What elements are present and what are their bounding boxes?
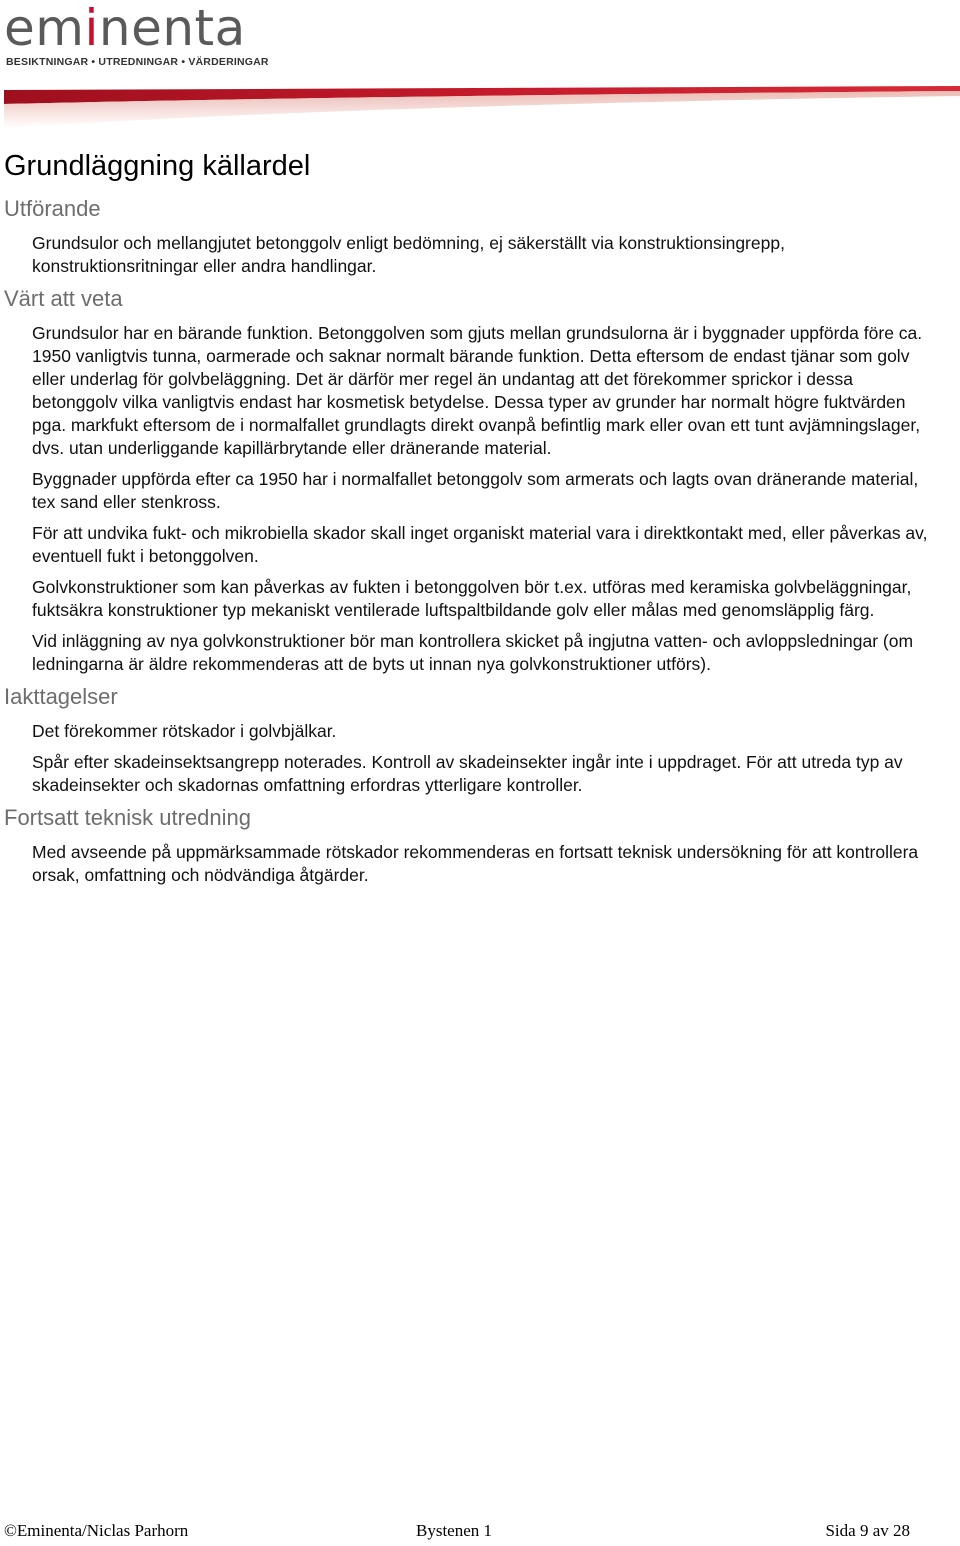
footer-property: Bystenen 1 bbox=[416, 1521, 493, 1540]
section-body-utforande bbox=[32, 232, 934, 278]
paragraph: Vid inläggning av nya golvkonstruktioner bör man kontrollera skicket på ingjutna vatten- och avloppsledningar (om ledningarna är äldre rekommenderas att de byts ut innan nya golvkonstruktioner utförs). bbox=[32, 631, 914, 674]
section-body-iakttagelser bbox=[32, 720, 934, 797]
company-logo bbox=[4, 0, 269, 72]
paragraph: För att undvika fukt- och mikrobiella skador skall inget organiskt material vara i direktkontakt med, eller påverkas av, eventuell fukt i betonggolven. bbox=[32, 523, 928, 566]
footer-page-number: Sida 9 av 28 bbox=[825, 1521, 910, 1540]
paragraph: Spår efter skadeinsektsangrepp noterades. Kontroll av skadeinsekter ingår inte i uppdraget. För att utreda typ av skadeinsekter och skadornas omfattning erfordras ytterligare kontroller. bbox=[32, 752, 903, 795]
page-footer bbox=[4, 1521, 910, 1543]
footer-copyright: ©Eminenta/Niclas Parhorn bbox=[4, 1521, 189, 1540]
paragraph: Golvkonstruktioner som kan påverkas av fukten i betonggolven bör t.ex. utföras med keramiska golvbeläggningar, fuktsäkra konstruktioner typ mekaniskt ventilerade luftspaltbildande golv eller målas med genomsläpplig färg. bbox=[32, 577, 912, 620]
paragraph: Byggnader uppförda efter ca 1950 har i normalfallet betonggolv som armerats och lagts ovan dränerande material, tex sand eller stenkross. bbox=[32, 469, 919, 512]
paragraph: Grundsulor och mellangjutet betonggolv enligt bedömning, ej säkerställt via konstruktionsingrepp, konstruktionsritningar eller andra handlingar. bbox=[32, 233, 785, 276]
paragraph: Det förekommer rötskador i golvbjälkar. bbox=[32, 721, 337, 741]
section-heading-utforande: Utförande bbox=[4, 196, 101, 221]
section-heading-fortsatt-utredning: Fortsatt teknisk utredning bbox=[4, 805, 252, 830]
section-heading-vart-att-veta: Värt att veta bbox=[4, 286, 123, 311]
page-title: Grundläggning källardel bbox=[4, 150, 311, 182]
logo-tagline: BESIKTNINGAR • UTREDNINGAR • VÄRDERINGAR bbox=[6, 56, 269, 68]
logo-wordmark: eminenta bbox=[4, 0, 246, 57]
paragraph: Med avseende på uppmärksammade rötskador rekommenderas en fortsatt teknisk undersökning för att kontrollera orsak, omfattning och nödvändiga åtgärder. bbox=[32, 842, 919, 885]
section-heading-iakttagelser: Iakttagelser bbox=[4, 684, 118, 709]
header-banner bbox=[4, 84, 960, 128]
paragraph: Grundsulor har en bärande funktion. Betonggolven som gjuts mellan grundsulorna är i byggnader uppförda före ca. 1950 vanligtvis tunna, oarmerade och saknar normalt bärande funktion. Detta eftersom de endast tjänar som golv eller underlag för golvbeläggning. Det är därför mer regel än undantag att det förekommer sprickor i dessa betonggolv vilka vanligtvis endast har kosmetisk betydelse. Dessa typer av grunder har normalt högre fuktvärden pga. markfukt eftersom de i normalfallet grundlagts direkt ovanpå befintlig mark eller ovan ett tunt avjämningslager, dvs. utan underliggande kapillärbrytande eller dränerande material. bbox=[32, 323, 923, 458]
document-content bbox=[4, 148, 934, 895]
section-body-vart-att-veta bbox=[32, 322, 934, 676]
section-body-fortsatt-utredning bbox=[32, 841, 934, 887]
